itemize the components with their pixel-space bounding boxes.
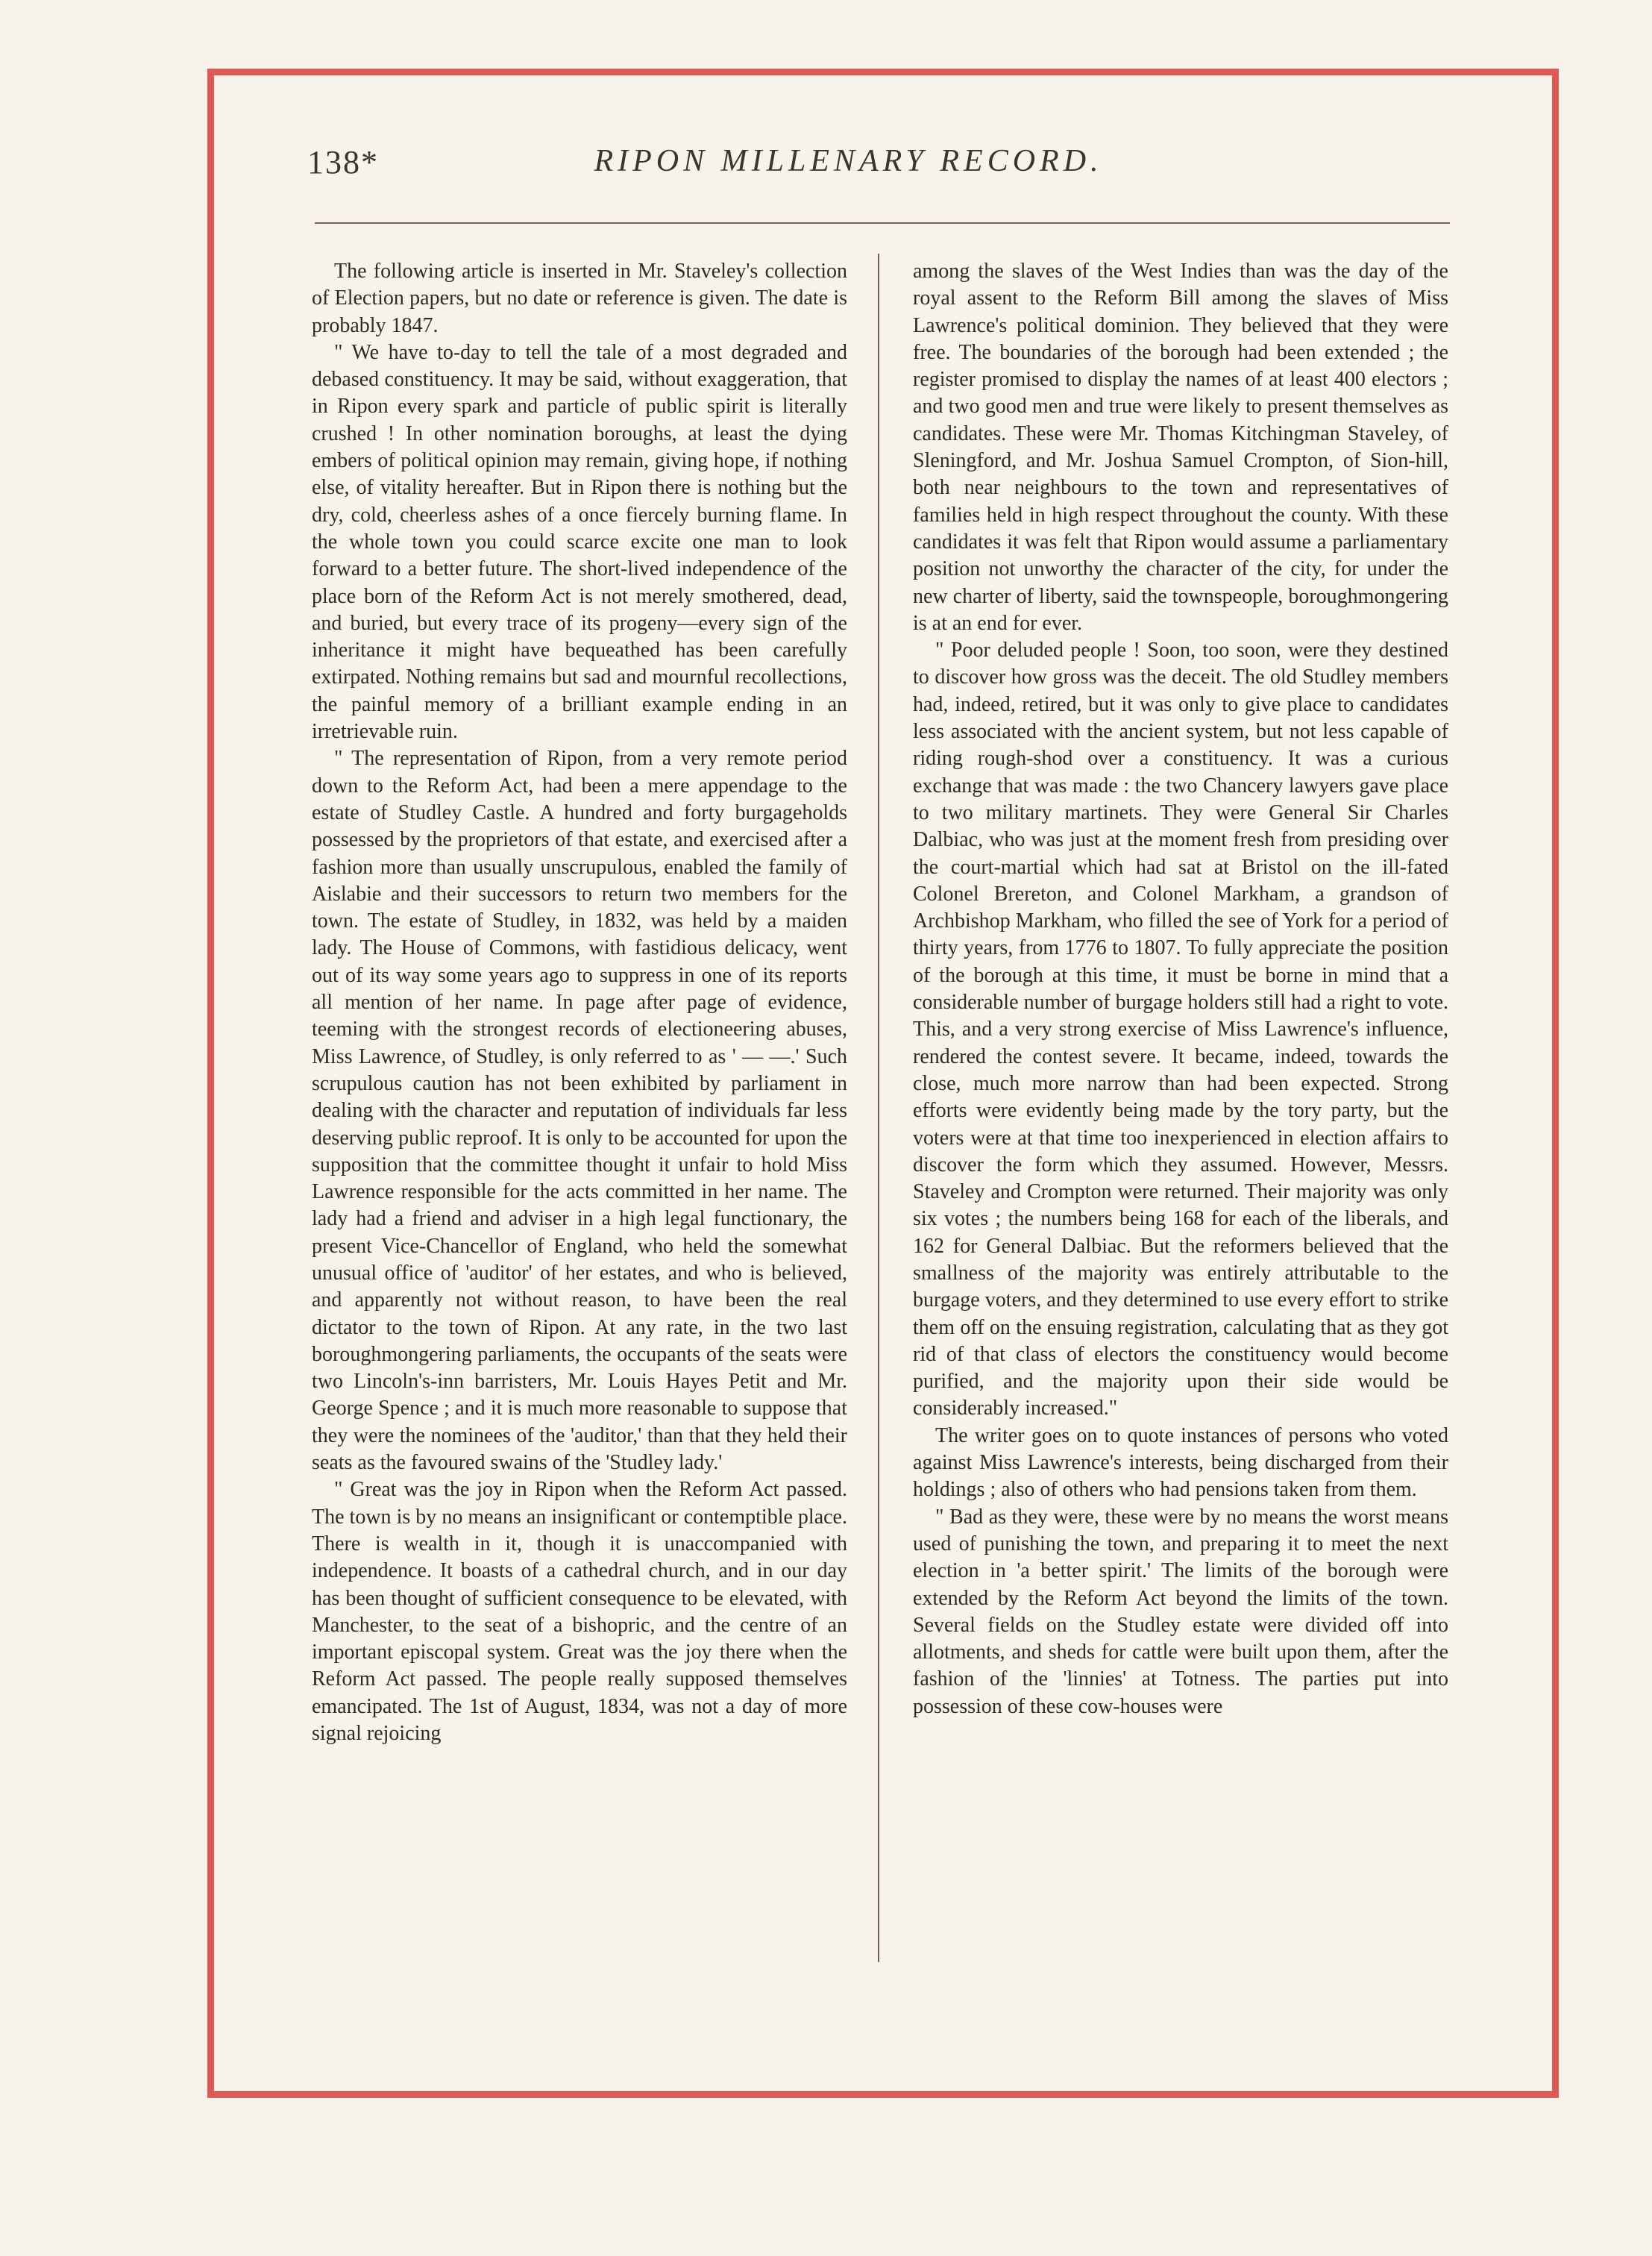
header-rule <box>315 222 1450 224</box>
running-title: RIPON MILLENARY RECORD. <box>594 144 1103 178</box>
paragraph: among the slaves of the West Indies than was the day of the royal assent to the Reform Bill among the slaves of Miss Lawrence's political dominion. They believed that they were free. The boundaries of the borough had been extended ; the register promised to display the names of at least 400 electors ; and two good men and true were likely to present themselves as candidates. These were Mr. Thomas Kitchingman Staveley, of Sleningford, and Mr. Joshua Samuel Crompton, of Sion-hill, both near neighbours to the town and representatives of families held in high respect throughout the county. With these candidates it was felt that Ripon would assume a parliamentary position not unworthy the character of the city, for under the new charter of liberty, said the townspeople, boroughmongering is at an end for ever. <box>913 260 1448 635</box>
left-column <box>312 258 847 1747</box>
paragraph: The following article is inserted in Mr. Staveley's collection of Election papers, but no date or reference is given. The date is probably 1847. <box>312 260 847 337</box>
right-column <box>913 258 1448 1720</box>
paragraph: " Great was the joy in Ripon when the Reform Act passed. The town is by no means an insignificant or contemptible place. There is wealth in it, though it is unaccompanied with independence. It boasts of a cathedral church, and in our day has been thought of sufficient consequence to be elevated, with Manchester, to the seat of a bishopric, and the centre of an important episcopal system. Great was the joy there when the Reform Act passed. The people really supposed themselves emancipated. The 1st of August, 1834, was not a day of more signal rejoicing <box>312 1478 847 1746</box>
paragraph: " Bad as they were, these were by no means the worst means used of punishing the town, and preparing it to meet the next election in 'a better spirit.' The limits of the borough were extended by the Reform Act beyond the limits of the town. Several fields on the Studley estate were divided off into allotments, and sheds for cattle were built upon them, after the fashion of the 'linnies' at Totness. The parties put into possession of these cow-houses were <box>913 1505 1448 1718</box>
column-divider <box>878 254 879 1962</box>
paragraph: " The representation of Ripon, from a very remote period down to the Reform Act, had been a mere appendage to the estate of Studley Castle. A hundred and forty burgageholds possessed by the proprietors of that estate, and exercised after a fashion more than usually unscrupulous, enabled the family of Aislabie and their successors to return two members for the town. The estate of Studley, in 1832, was held by a maiden lady. The House of Commons, with fastidious delicacy, went out of its way some years ago to suppress in one of its reports all mention of her name. In page after page of evidence, teeming with the strongest records of electioneering abuses, Miss Lawrence, of Studley, is only referred to as ' — —.' Such scrupulous caution has not been exhibited by parliament in dealing with the character and reputation of individuals far less deserving public reproof. It is only to be accounted for upon the supposition that the committee thought it unfair to hold Miss Lawrence responsible for the acts committed in her name. The lady had a friend and adviser in a high legal functionary, the present Vice-Chancellor of England, who held the somewhat unusual office of 'auditor' of her estates, and who is believed, and apparently not without reason, to have been the real dictator to the town of Ripon. At any rate, in the two last boroughmongering parliaments, the occupants of the seats were two Lincoln's-inn barristers, Mr. Louis Hayes Petit and Mr. George Spence ; and it is much more reasonable to suppose that they were the nominees of the 'auditor,' than that they held their seats as the favoured swains of the 'Studley lady.' <box>312 747 847 1475</box>
paragraph: The writer goes on to quote instances of persons who voted against Miss Lawrence's interests, being discharged from their holdings ; also of others who had pensions taken from them. <box>913 1423 1448 1502</box>
paragraph: " Poor deluded people ! Soon, too soon, were they destined to discover how gross was the deceit. The old Studley members had, indeed, retired, but it was only to give place to candidates less associated with the ancient system, but not less capable of riding rough-shod over a constituency. It was a curious exchange that was made : the two Chancery lawyers gave place to two military martinets. They were General Sir Charles Dalbiac, who was just at the moment fresh from presiding over the court-martial which had sat at Bristol on the ill-fated Colonel Brereton, and Colonel Markham, a grandson of Archbishop Markham, who filled the see of York for a period of thirty years, from 1776 to 1807. To fully appreciate the position of the borough at this time, it must be borne in mind that a considerable number of burgage holders still had a right to vote. This, and a very strong exercise of Miss Lawrence's influence, rendered the contest severe. It became, indeed, towards the close, much more narrow than had been expected. Strong efforts were evidently being made by the tory party, but the voters were at that time too inexperienced in election affairs to discover the form which they assumed. However, Messrs. Staveley and Crompton were returned. Their majority was only six votes ; the numbers being 168 for each of the liberals, and 162 for General Dalbiac. But the reformers believed that the smallness of the majority was entirely attributable to the burgage voters, and they determined to use every effort to strike them off on the ensuing registration, calculating that as they got rid of that class of electors the constituency would become purified, and the majority upon their side would be considerably increased." <box>913 639 1448 1420</box>
page-number: 138* <box>307 144 379 181</box>
paragraph: " We have to-day to tell the tale of a most degraded and debased constituency. It may be said, without exaggeration, that in Ripon every spark and particle of public spirit is literally crushed ! In other nomination boroughs, at least the dying embers of political opinion may remain, giving hope, if nothing else, of vitality hereafter. But in Ripon there is nothing but the dry, cold, cheerless ashes of a once fiercely burning flame. In the whole town you could scarce excite one man to look forward to a better future. The short-lived independence of the place born of the Reform Act is not merely smothered, dead, and buried, but every trace of its progeny—every sign of the inheritance it might have bequeathed has been carefully extirpated. Nothing remains but sad and mournful recollections, the painful memory of a brilliant example ending in an irretrievable ruin. <box>312 340 847 744</box>
